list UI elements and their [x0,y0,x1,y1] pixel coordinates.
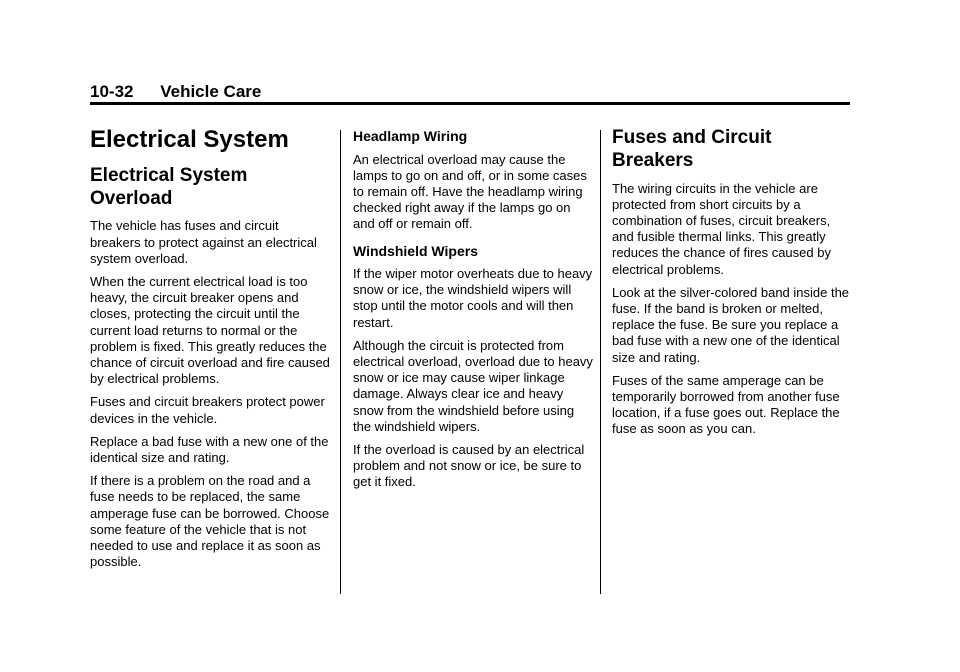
column-divider-2 [600,130,601,594]
paragraph: An electrical overload may cause the lamps to go on and off, or in some cases to remain off. Have the headlamp wiring checked right away if the lamps go on and off or remain off. [353,151,587,232]
page-title: Electrical System [90,126,289,153]
section-title: Vehicle Care [160,82,262,101]
page-number: 10-32 [90,82,134,101]
column-1 [90,124,330,577]
paragraph: If the wiper motor overheats due to heavy snow or ice, the windshield wipers will stop until the motor cools and will then restart. [353,266,593,330]
windshield-wipers-heading: Windshield Wipers [353,242,478,259]
overload-heading: Electrical System Overload [90,164,248,209]
fuses-heading: Fuses and Circuit Breakers [612,127,772,171]
column-2 [353,124,593,498]
paragraph: Although the circuit is protected from electrical overload, overload due to heavy snow or ice may cause wiper linkage damage. Always clear ice and heavy snow from the windshield before using the windshield wipers. [353,337,593,434]
page-header [90,82,261,102]
paragraph: Look at the silver-colored band inside the fuse. If the band is broken or melted, replace the fuse. Be sure you replace a bad fuse with a new one of the identical size and rating. [612,284,850,365]
paragraph: If there is a problem on the road and a fuse needs to be replaced, the same amperage fuse can be borrowed. Choose some feature of the vehicle that is not needed to use and replace it as soon as possible. [90,473,330,570]
header-rule [90,102,850,105]
column-3 [612,124,852,445]
paragraph: The vehicle has fuses and circuit breakers to protect against an electrical system overload. [90,218,317,266]
paragraph: If the overload is caused by an electrical problem and not snow or ice, be sure to get it fixed. [353,442,585,490]
paragraph: Fuses and circuit breakers protect power devices in the vehicle. [90,394,325,426]
paragraph: When the current electrical load is too heavy, the circuit breaker opens and closes, protecting the circuit until the current load returns to normal or the problem is fixed. This greatly reduces the chance of circuit overload and fire caused by electrical problems. [90,274,330,387]
headlamp-wiring-heading: Headlamp Wiring [353,128,468,144]
column-divider-1 [340,130,341,594]
paragraph: The wiring circuits in the vehicle are protected from short circuits by a combination of fuses, circuit breakers, and fusible thermal links. This greatly reduces the chance of fires caused by electrical problems. [612,180,831,277]
paragraph: Replace a bad fuse with a new one of the identical size and rating. [90,433,329,466]
paragraph: Fuses of the same amperage can be temporarily borrowed from another fuse location, if a fuse goes out. Replace the fuse as soon as you can. [612,372,840,437]
